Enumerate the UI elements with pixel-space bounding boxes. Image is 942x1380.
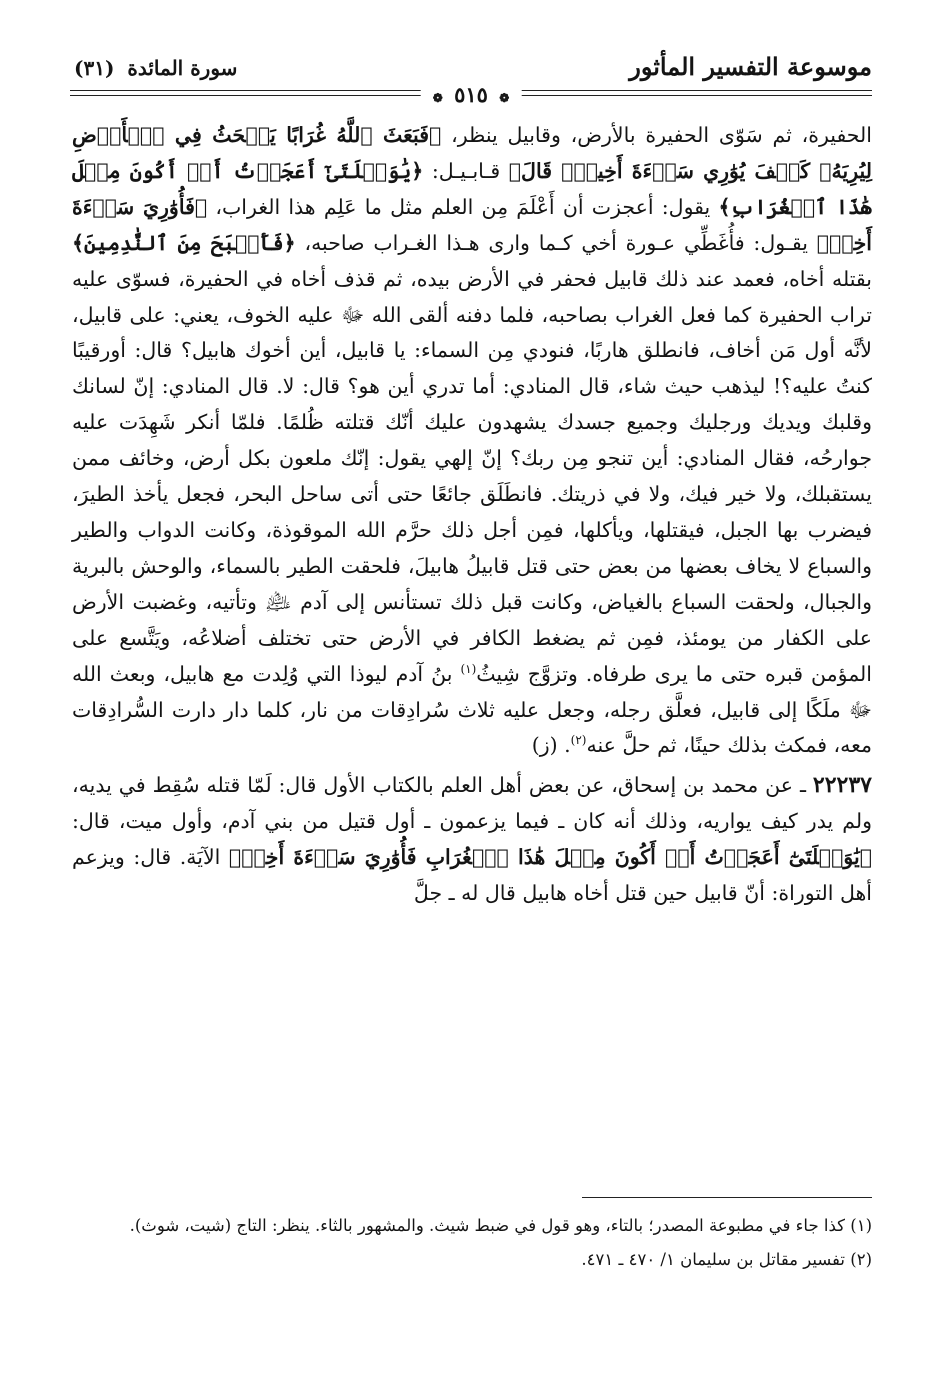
- text-run: قـابـيـل:: [423, 158, 509, 183]
- quran-verse: ﴿فَأُوَٰرِيَ سَوۡءَةَ أَخِيۖ﴾: [72, 194, 872, 255]
- ornament-icon: ❁: [432, 91, 443, 105]
- text-run: يقول: أعجزت أن أَعْلَمَ مِن العلم مثل ما عَلِم هذا الغراب،: [207, 194, 719, 219]
- footnote-ref: (١): [460, 661, 477, 676]
- quran-verse: ﴿فَبَعَثَ ٱللَّهُ غُرَابًا يَبۡحَثُ فِي ٱلۡأَرۡضِ لِيُرِيَهُۥ كَيۡفَ يُوَٰرِي سَوۡءَةَ أَخِيهِۚ قَالَ﴾: [72, 123, 872, 183]
- text-run: . (ز): [531, 733, 571, 758]
- quran-verse: ﴿يَٰوَيۡلَتَىٰٓ أَعَجَزۡتُ أَنۡ أَكُونَ مِثۡلَ هَٰذَا ٱلۡغُرَابِ فَأُوَٰرِيَ سَوۡءَةَ أَخِيۖ﴾: [228, 845, 872, 870]
- text-run: يقـول: فأُغَطِّي عـورة أخي كـما وارى هـذا الغـراب صاحبه،: [295, 230, 817, 255]
- surah-label: [74, 56, 237, 80]
- text-run: ـ عن محمد بن إسحاق، عن بعض أهل العلم بالكتاب الأول قال: لَمّا قتله سُقِط في يديه، ولم يدر كيف يواريه، وذلك أنه كان ـ فيما يزعمون ـ أول قتيل من بني آدم، وأول ميت، قال:: [72, 773, 872, 834]
- text-run: بنُ آدم ليوذا التي وُلِدت مع هابيل، وبعث الله ﷻ ملَكًا إلى قابيل، فعلَّق رجله، وجعل عليه ثلاث سُرادِقات من نار، كلما دار دارت السُّرادِقات معه، فمكث بذلك حينًا، ثم حلَّ عنه: [72, 661, 872, 758]
- text-run: الحفيرة، ثم سَوّى الحفيرة بالأرض، وقابيل ينظر،: [441, 123, 872, 147]
- book-title: موسوعة التفسير المأثور: [629, 52, 872, 81]
- surah-number: (٣١): [74, 56, 115, 80]
- athar-number: ٢٢٢٣٧: [812, 772, 872, 799]
- page-number-box: [421, 82, 522, 107]
- main-text: [72, 118, 872, 912]
- paragraph-athar-22237: [72, 768, 872, 912]
- running-header: [70, 52, 872, 107]
- footnote-separator: [582, 1197, 872, 1198]
- text-run: الآيَة. قال: ويزعم أهل التوراة: أنّ قابيل حين قتل أخاه هابيل قال له ـ جلَّ: [72, 845, 872, 906]
- footnote-2: (٢) تفسير مقاتل بن سليمان ١/ ٤٧٠ ـ ٤٧١.: [581, 1250, 872, 1269]
- footnote-1: (١) كذا جاء في مطبوعة المصدر؛ بالتاء، وهو قول في ضبط شيث. والمشهور بالثاء. ينظر: التاج (شيت، شوث).: [129, 1216, 872, 1235]
- footnote-ref: (٢): [570, 733, 587, 748]
- surah-name: سورة المائدة: [127, 56, 238, 80]
- ornament-icon: ❁: [499, 91, 510, 105]
- quran-verse: ﴿يَٰوَيۡلَتَىٰٓ أَعَجَزۡتُ أَنۡ أَكُونَ مِثۡلَ هَٰذَا ٱلۡغُرَابِ﴾: [72, 158, 872, 219]
- footnotes: [72, 1210, 872, 1276]
- text-run: بقتله أخاه، فعمد عند ذلك قابيل فحفر في الأرض بيده، ثم قذف أخاه في الحفيرة، فسوّى عليه تراب الحفيرة كما فعل الغراب بصاحبه، فلما دفنه ألقى الله ﷻ عليه الخوف، يعني: على قابيل، لأنَّه أول مَن أخاف، فانطلق هاربًا، فنودي مِن السماء: يا قابيل، أين أخوك هابيل؟ قال: أورقيبًا كنتُ عليه؟! ليذهب حيث شاء، قال المنادي: أما تدري أين هو؟ قال: لا. قال المنادي: إنّ لسانك وقلبك ويديك ورجليك وجميع جسدك يشهدون عليك أنّك قتلته ظُلمًا. فلمّا أنكر شَهِدَت عليه جوارحُه، فقال المنادي: أين تنجو مِن ربك؟ إنّ إلهي يقول: إنّك ملعون بكل أرض، وخائف ممن يستقبلك، ولا خير فيك، ولا في ذريتك. فانطَلَق جائعًا حتى أتى ساحل البحر، فجعل يأخذ الطيرَ، فيضرب بها الجبل، فيقتلها، ويأكلها، فمِن أجل ذلك حرَّم الله الموقوذة، وكانت الدواب والطير والسباع لا يخاف بعضها من بعض حتى قتل قابيلُ هابيلَ، فلحقت الطير بالسماء، والوحش بالبرية والجبال، ولحقت السباع بالغياض، وكانت قبل ذلك تستأنس إلى آدم ﵇ وتأتيه، وغضبت الأرض على الكفار من يومئذ، فمِن ثم يضغط الكافر في الأرض حتى تختلف أضلاعُه، ويَتَّسع على المؤمن قبره حتى ما يرى طرفاه. وتزوَّج شِيثُ: [72, 266, 872, 686]
- page-number: ٥١٥: [454, 82, 488, 107]
- quran-verse: ﴿فَأَصۡبَحَ مِنَ ٱلنَّٰدِمِينَ﴾: [72, 230, 296, 255]
- paragraph-narration: [72, 118, 872, 764]
